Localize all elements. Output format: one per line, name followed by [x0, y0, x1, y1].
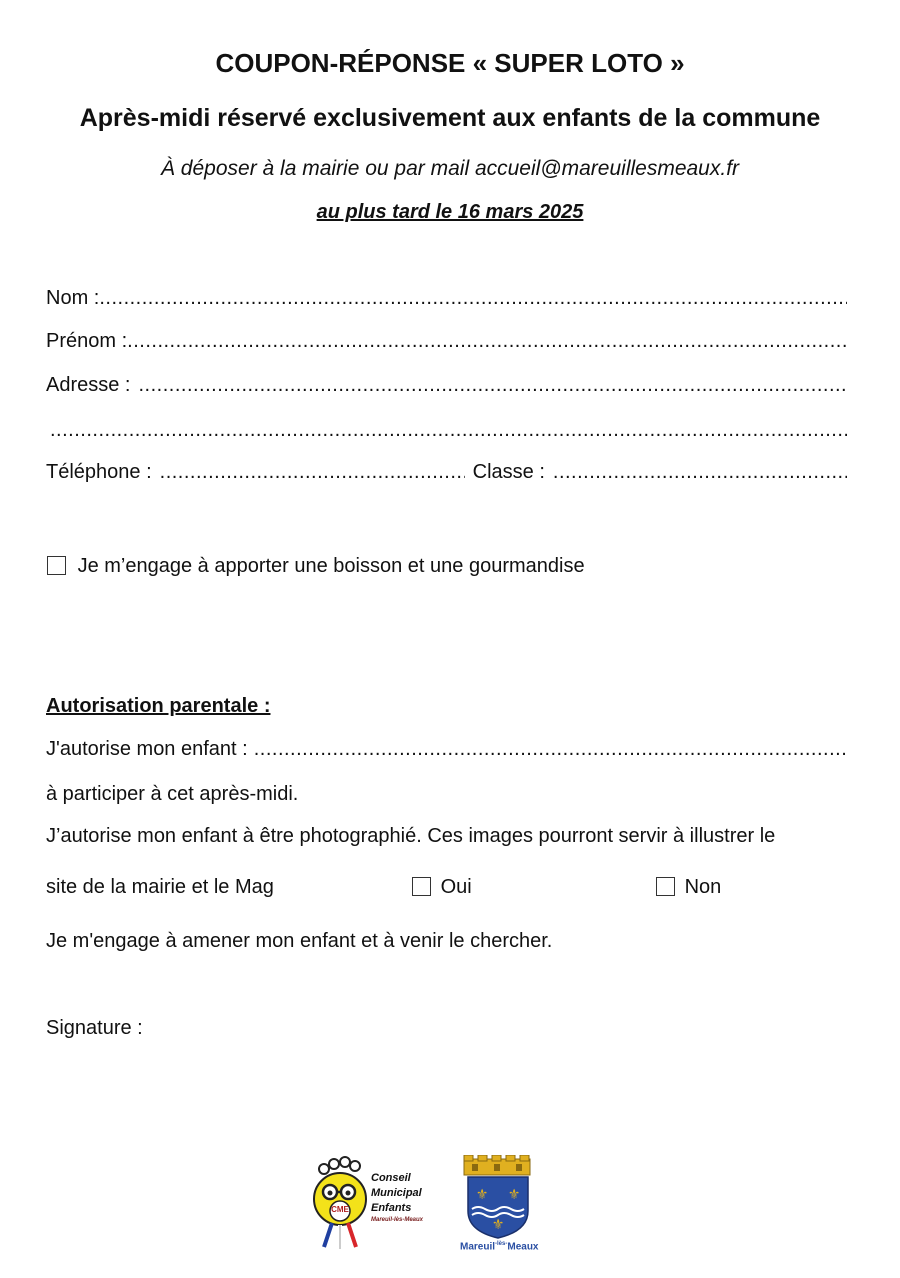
cme-badge-text: CME	[331, 1205, 349, 1214]
nom-field[interactable]	[46, 287, 847, 315]
classe-dotted-line[interactable]	[553, 461, 847, 484]
cme-line-4: Mareuil-lès-Meaux	[371, 1217, 424, 1223]
coat-of-arms-icon	[458, 1155, 538, 1239]
adresse-dotted-line-2[interactable]	[50, 419, 847, 442]
telephone-classe-row	[46, 461, 847, 489]
cme-text	[371, 1171, 423, 1225]
submission-instructions: À déposer à la mairie ou par mail accueil@mareuillesmeaux.fr	[160, 157, 740, 180]
photo-no-label: Non	[684, 876, 722, 898]
svg-text:⚜: ⚜	[491, 1217, 505, 1233]
photo-yes-label: Oui	[440, 876, 472, 898]
authorization-heading: Autorisation parentale :	[46, 695, 271, 717]
adresse-field-line2[interactable]	[50, 419, 847, 447]
svg-text:⚜: ⚜	[507, 1187, 521, 1203]
nom-label: Nom :	[46, 287, 100, 309]
cme-line-1: Conseil	[371, 1172, 411, 1184]
child-name-field[interactable]	[46, 738, 847, 766]
participate-text: à participer à cet après-midi.	[46, 783, 299, 805]
nom-dotted-line[interactable]	[99, 287, 847, 310]
town-logo	[458, 1155, 538, 1259]
prenom-field[interactable]	[46, 330, 847, 358]
telephone-dotted-line[interactable]	[160, 461, 465, 484]
photo-consent-text-2: site de la mairie et le Mag	[46, 876, 274, 898]
classe-label: Classe :	[472, 461, 545, 483]
photo-consent-text: J’autorise mon enfant à être photographié. Ces images pourront servir à illustrer le	[46, 825, 776, 847]
cme-logo	[312, 1155, 437, 1255]
adresse-field[interactable]	[46, 374, 847, 402]
deadline: au plus tard le 16 mars 2025	[316, 201, 584, 223]
child-name-dotted-line[interactable]	[254, 738, 847, 761]
commitment-row	[47, 555, 585, 578]
cme-line-3: Enfants	[371, 1202, 412, 1214]
signature-label: Signature :	[46, 1017, 143, 1039]
town-name	[460, 1241, 538, 1252]
page-subtitle: Après-midi réservé exclusivement aux enfants de la commune	[79, 104, 821, 132]
town-name-part2: Meaux	[507, 1241, 539, 1253]
photo-yes-checkbox[interactable]	[412, 877, 431, 896]
photo-yes-option[interactable]	[412, 876, 472, 899]
photo-no-option[interactable]	[656, 876, 721, 899]
town-name-part1: Mareuil	[460, 1241, 496, 1253]
telephone-label: Téléphone :	[46, 461, 152, 483]
adresse-label: Adresse :	[46, 374, 131, 396]
pickup-commitment: Je m'engage à amener mon enfant et à venir le chercher.	[46, 930, 553, 952]
prenom-label: Prénom :	[46, 330, 128, 352]
commitment-label: Je m’engage à apporter une boisson et une gourmandise	[77, 555, 585, 577]
svg-text:⚜: ⚜	[475, 1187, 489, 1203]
commitment-checkbox[interactable]	[47, 556, 66, 575]
page-title: COUPON-RÉPONSE « SUPER LOTO »	[215, 48, 685, 78]
cme-line-2: Municipal	[371, 1187, 422, 1199]
town-name-suffix: -lès-	[495, 1241, 508, 1247]
photo-no-checkbox[interactable]	[656, 877, 675, 896]
prenom-dotted-line[interactable]	[127, 330, 847, 353]
adresse-dotted-line[interactable]	[138, 374, 847, 397]
child-name-label: J'autorise mon enfant :	[46, 738, 248, 760]
